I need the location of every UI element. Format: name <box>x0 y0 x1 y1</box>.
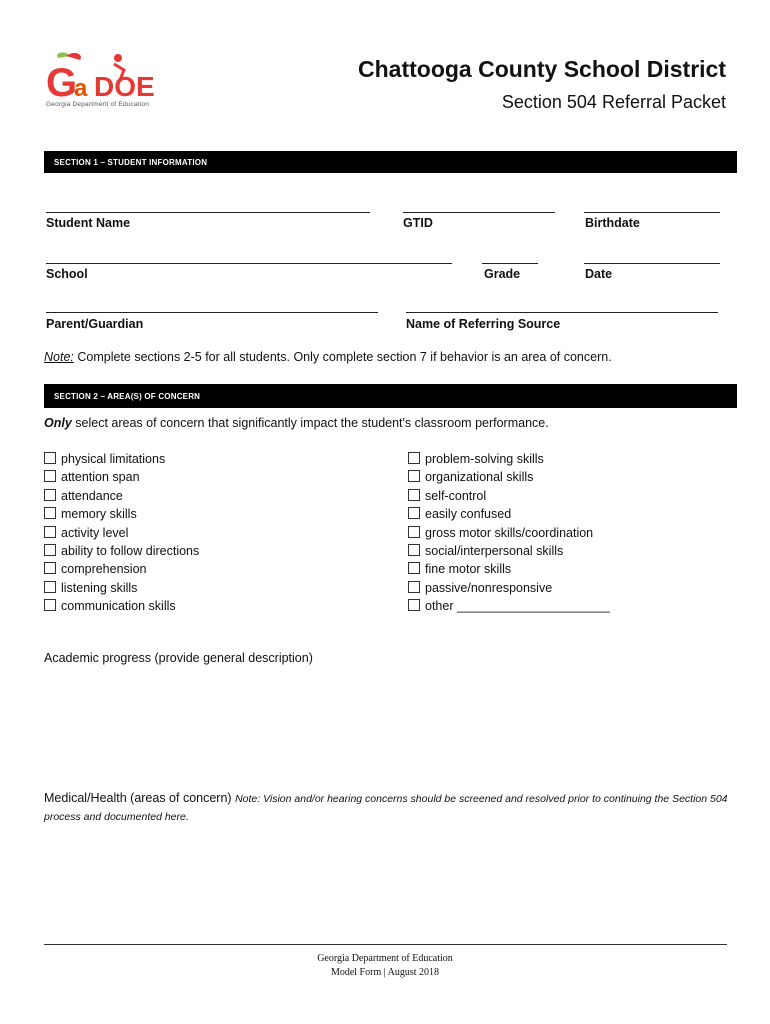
concern-item[interactable] <box>44 505 199 523</box>
school-label: School <box>46 267 88 281</box>
concern-label: problem-solving skills <box>425 452 544 466</box>
academic-progress-label: Academic progress (provide general description) <box>44 651 313 665</box>
concern-label: memory skills <box>61 507 137 522</box>
checkbox[interactable] <box>408 507 420 519</box>
medical-health-block <box>44 790 734 826</box>
logo-subtitle: Georgia Department of Education <box>46 101 150 108</box>
checkbox[interactable] <box>408 452 420 464</box>
gtid-label: GTID <box>403 216 433 230</box>
concern-label: activity level <box>61 525 129 540</box>
student-name-line[interactable] <box>46 212 370 213</box>
grade-label: Grade <box>484 267 521 281</box>
checkbox[interactable] <box>44 489 56 501</box>
medical-health-label: Medical/Health (areas of concern) <box>44 791 236 805</box>
document-subtitle: Section 504 Referral Packet <box>501 92 726 112</box>
date-line[interactable] <box>584 263 720 264</box>
concern-item[interactable] <box>44 524 199 542</box>
section2-instruction <box>44 416 549 430</box>
concern-item[interactable] <box>408 450 610 468</box>
checkbox[interactable] <box>408 526 420 538</box>
section1-header: SECTION 1 – STUDENT INFORMATION <box>44 151 737 173</box>
concern-item[interactable] <box>408 487 610 505</box>
concern-item[interactable] <box>408 597 610 615</box>
checkbox[interactable] <box>44 562 56 574</box>
concern-item[interactable] <box>44 579 199 597</box>
checkbox[interactable] <box>44 599 56 611</box>
concern-label: comprehension <box>61 562 147 577</box>
concern-item[interactable] <box>44 542 199 560</box>
concern-label: attention span <box>61 470 140 485</box>
concern-label: self-control <box>425 488 487 503</box>
concern-item[interactable] <box>44 487 199 505</box>
concern-item[interactable] <box>408 505 610 523</box>
section2-header: SECTION 2 – AREA(S) OF CONCERN <box>44 384 737 408</box>
concern-item[interactable] <box>408 560 610 578</box>
concern-item[interactable] <box>44 597 199 615</box>
concern-item[interactable] <box>408 579 610 597</box>
concern-label: passive/nonresponsive <box>425 580 553 595</box>
note-text: Complete sections 2-5 for all students. Only complete section 7 if behavior is an area of concern. <box>73 350 612 364</box>
checkbox[interactable] <box>44 507 56 519</box>
concern-label: physical limitations <box>61 452 166 466</box>
concern-item[interactable] <box>44 560 199 578</box>
footer-line-2: Model Form | August 2018 <box>330 967 440 978</box>
concern-label: organizational skills <box>425 470 534 485</box>
concern-item[interactable] <box>408 468 610 486</box>
concern-label: easily confused <box>425 507 512 522</box>
concern-label: communication skills <box>61 599 176 614</box>
concern-item[interactable] <box>44 468 199 486</box>
gtid-line[interactable] <box>403 212 555 213</box>
page-footer <box>0 952 770 980</box>
birthdate-line[interactable] <box>584 212 720 213</box>
checkbox[interactable] <box>44 526 56 538</box>
checkbox[interactable] <box>408 470 420 482</box>
concern-item[interactable] <box>408 524 610 542</box>
svg-text:DOE: DOE <box>94 71 155 102</box>
instruction-emphasis: Only <box>44 416 72 430</box>
birthdate-label: Birthdate <box>585 216 640 230</box>
medical-health-note: Note: Vision and/or hearing concerns should be screened and resolved prior to continuing the Section 504 process and documented here. <box>44 793 728 823</box>
student-name-label: Student Name <box>46 216 131 230</box>
concern-label: gross motor skills/coordination <box>425 525 594 540</box>
checkbox[interactable] <box>408 599 420 611</box>
checkbox[interactable] <box>408 562 420 574</box>
svg-text:a: a <box>74 75 88 102</box>
concern-label: other ______________________ <box>425 599 610 614</box>
concern-label: listening skills <box>61 580 138 595</box>
school-line[interactable] <box>46 263 452 264</box>
concerns-left-column <box>44 450 199 616</box>
checkbox[interactable] <box>408 544 420 556</box>
parent-guardian-line[interactable] <box>46 312 378 313</box>
concern-item[interactable] <box>408 542 610 560</box>
footer-line-1: Georgia Department of Education <box>317 953 453 964</box>
checkbox[interactable] <box>44 452 56 464</box>
note-label: Note: <box>44 350 74 364</box>
concerns-right-column <box>408 450 610 616</box>
checkbox[interactable] <box>44 581 56 593</box>
grade-line[interactable] <box>482 263 538 264</box>
concern-label: fine motor skills <box>425 562 512 577</box>
concern-item[interactable] <box>44 450 199 468</box>
referring-source-label: Name of Referring Source <box>406 317 561 331</box>
checkbox[interactable] <box>408 489 420 501</box>
document-title: Chattooga County School District <box>358 56 726 82</box>
referring-source-line[interactable] <box>406 312 718 313</box>
checkbox[interactable] <box>408 581 420 593</box>
svg-text:G: G <box>46 61 78 105</box>
date-label: Date <box>585 267 613 281</box>
checkbox[interactable] <box>44 544 56 556</box>
concern-label: social/interpersonal skills <box>425 544 564 559</box>
instruction-text: select areas of concern that significantly impact the student's classroom performance. <box>71 416 549 430</box>
concern-label: ability to follow directions <box>61 544 200 559</box>
section1-note <box>44 350 612 364</box>
parent-guardian-label: Parent/Guardian <box>46 317 144 331</box>
checkbox[interactable] <box>44 470 56 482</box>
footer-divider <box>44 944 727 945</box>
concern-label: attendance <box>61 488 123 503</box>
